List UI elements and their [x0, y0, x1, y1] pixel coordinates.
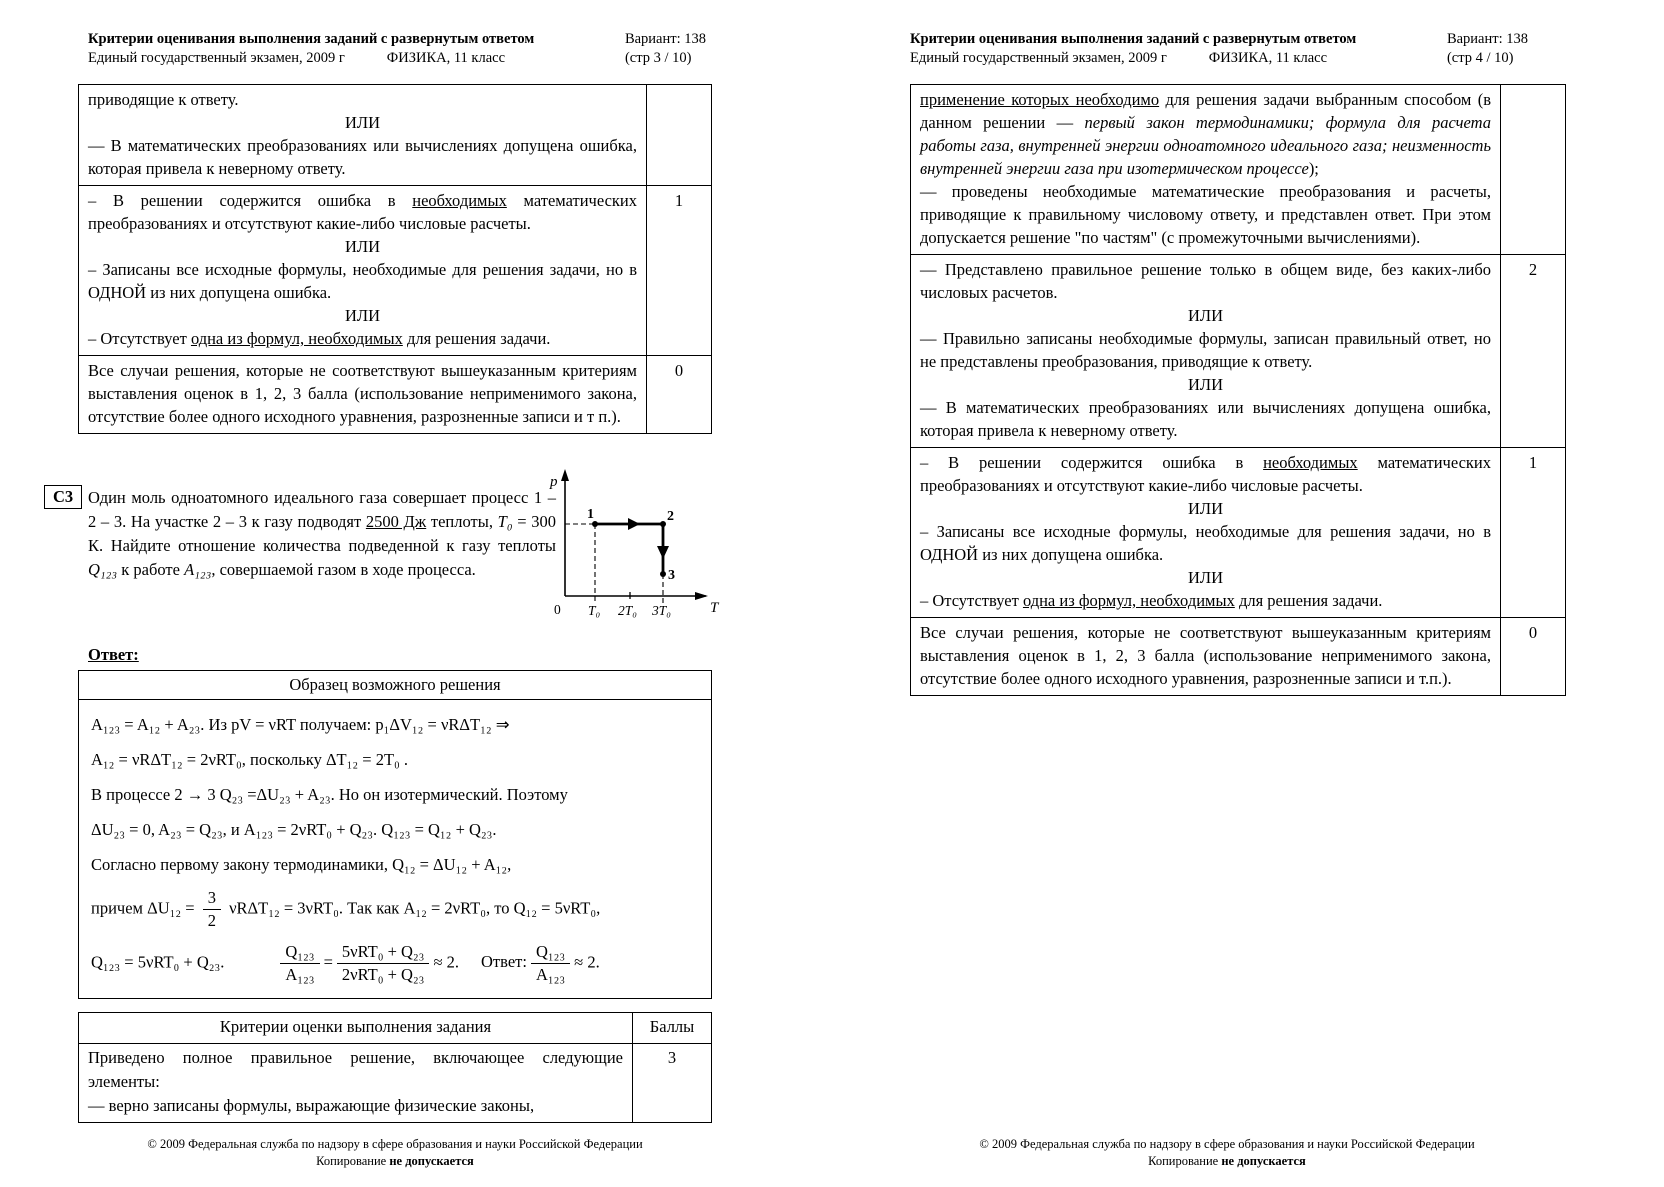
score-cell: 1: [1501, 448, 1566, 618]
page-footer: [910, 1136, 1544, 1170]
page-header: [88, 30, 706, 68]
subject-name: ФИЗИКА, 11 класс: [386, 50, 506, 66]
or-separator: ИЛИ: [1187, 568, 1224, 587]
or-separator: ИЛИ: [344, 237, 381, 256]
copyright-line: © 2009 Федеральная служба по надзору в сфере образования и науки Российской Федерации: [979, 1137, 1475, 1151]
formula-line: Q₁₂₃ = 5νRT₀ + Q₂₃. $\frac{\text{Q₁₂₃}}{\text{A₁₂₃}}$ = $\frac{\text{5νRT₀ + Q₂₃}}{\text{2νRT₀ + Q₂₃}}$ ≈ 2. Ответ: $\frac{\text{Q₁₂₃}}{\text{A₁₂₃}}$ ≈ 2.: [91, 942, 600, 984]
criteria-table-continued: [78, 84, 712, 434]
page-title: Критерии оценивания выполнения заданий с развернутым ответом: [88, 31, 535, 47]
criterion-text: – Отсутствует одна из формул, необходимых для решения задачи.: [88, 329, 551, 348]
criterion-text: — Представлено правильное решение только в общем виде, без каких-либо числовых расчетов.: [920, 260, 1491, 302]
formula-line: ΔU₂₃ = 0, A₂₃ = Q₂₃, и A₁₂₃ = 2νRT₀ + Q₂₃. Q₁₂₃ = Q₁₂ + Q₂₃.: [91, 820, 497, 839]
score-cell: [647, 85, 712, 186]
or-separator: ИЛИ: [344, 113, 381, 132]
page-4: [832, 0, 1664, 1187]
table-row: [79, 356, 712, 434]
subject-name: ФИЗИКА, 11 класс: [1208, 50, 1328, 66]
criterion-text: — В математических преобразованиях или вычислениях допущена ошибка, которая привела к неверному ответу.: [88, 136, 637, 178]
point-3-label: 3: [668, 568, 675, 583]
criterion-text: — В математических преобразованиях или вычислениях допущена ошибка, которая привела к неверному ответу.: [920, 398, 1491, 440]
score-cell: 1: [647, 186, 712, 356]
criterion-text: Приведено полное правильное решение, включающее следующие элементы:: [88, 1048, 623, 1091]
criterion-text: — Правильно записаны необходимые формулы, записан правильный ответ, но не представлены преобразования, приводящие к ответу.: [920, 329, 1491, 371]
exam-name: Единый государственный экзамен, 2009 г: [910, 50, 1167, 66]
criteria-table: [910, 84, 1566, 696]
criterion-text: — верно записаны формулы, выражающие физические законы,: [88, 1096, 535, 1115]
formula-line: причем ΔU₁₂ = $\frac{3}{2}$ νRΔT₁₂ = 3νRT₀. Так как A₁₂ = 2νRT₀, то Q₁₂ = 5νRT₀,: [91, 888, 601, 930]
x-axis-arrow: [695, 592, 708, 600]
score-header: Баллы: [633, 1013, 712, 1044]
variant-number: Вариант: 138: [1446, 31, 1528, 47]
criteria-header: Критерии оценки выполнения задания: [79, 1013, 633, 1044]
tick-3t0: 3T₀: [652, 603, 671, 618]
page-number: (стр 3 / 10): [624, 50, 692, 66]
answer-label: Ответ:: [88, 645, 139, 664]
criterion-text: — проведены необходимые математические преобразования и расчеты, приводящие к правильному числовому ответу, и представлен ответ. При этом допускается решение "по частям" (с промежуточными вычислениями).: [920, 182, 1491, 247]
exam-name: Единый государственный экзамен, 2009 г: [88, 50, 345, 66]
variant-number: Вариант: 138: [624, 31, 706, 47]
criterion-text: – Записаны все исходные формулы, необходимые для решения задачи, но в ОДНОЙ из них допущена ошибка.: [920, 522, 1491, 564]
formula-line: В процессе 2 → 3 Q₂₃ =ΔU₂₃ + A₂₃. Но он изотермический. Поэтому: [91, 785, 568, 804]
table-row: [911, 618, 1566, 696]
formula-line: Согласно первому закону термодинамики, Q₁₂ = ΔU₁₂ + A₁₂,: [91, 855, 512, 874]
or-separator: ИЛИ: [1187, 499, 1224, 518]
task-label: С3: [44, 485, 82, 509]
copyright-line: © 2009 Федеральная служба по надзору в сфере образования и науки Российской Федерации: [147, 1137, 643, 1151]
point-3: [660, 571, 666, 577]
criterion-text: Все случаи решения, которые не соответствуют вышеуказанным критериям выставления оценок в 1, 2, 3 балла (использование неприменимого закона, отсутствие более одного исходного уравнения, разрозненные записи и т п.).: [79, 356, 647, 434]
table-row: [79, 1013, 712, 1044]
tick-t0: T₀: [588, 603, 601, 618]
criterion-text: применение которых необходимо для решения задачи выбранным способом (в данном решении — первый закон термодинамики; формула для расчета работы газа, внутренней энергии одноатомного идеального газа; неизменность внутренней энергии газа при изотермическом процессе);: [920, 90, 1491, 178]
criterion-text: – В решении содержится ошибка в необходимых математических преобразованиях и отсутствуют какие-либо числовые расчеты.: [920, 453, 1491, 495]
y-axis-arrow: [561, 469, 569, 481]
page-header: [910, 30, 1528, 68]
x-axis-label: T: [710, 600, 719, 616]
criterion-text: Все случаи решения, которые не соответствуют вышеуказанным критериям выставления оценок в 1, 2, 3 балла (использование неприменимого закона, отсутствие более одного исходного уравнения, разрозненные записи и т.п.).: [911, 618, 1501, 696]
criterion-text: – В решении содержится ошибка в необходимых математических преобразованиях и отсутствуют какие-либо числовые расчеты.: [88, 191, 638, 233]
page-title: Критерии оценивания выполнения заданий с развернутым ответом: [910, 31, 1357, 47]
solution-table: [78, 670, 712, 999]
pt-diagram: [546, 464, 724, 622]
solution-header: Образец возможного решения: [79, 671, 712, 700]
criterion-text: – Записаны все исходные формулы, необходимые для решения задачи, но в ОДНОЙ из них допущена ошибка.: [88, 260, 637, 302]
table-row: [79, 1044, 712, 1123]
table-row: [79, 85, 712, 186]
or-separator: ИЛИ: [1187, 306, 1224, 325]
copy-restriction-line: Копирование не допускается: [316, 1154, 474, 1168]
table-row: [79, 700, 712, 999]
point-2: [660, 521, 666, 527]
criterion-text: приводящие к ответу.: [88, 90, 239, 109]
table-row: [911, 255, 1566, 448]
formula-line: A₁₂ = νRΔT₁₂ = 2νRT₀, поскольку ΔT₁₂ = 2T₀ .: [91, 750, 409, 769]
score-cell: 0: [647, 356, 712, 434]
arrow-2-3: [657, 546, 669, 559]
origin-label: 0: [554, 602, 561, 617]
table-row: [911, 448, 1566, 618]
table-row: [911, 85, 1566, 255]
score-cell: [1501, 85, 1566, 255]
y-axis-label: p: [550, 474, 558, 490]
formula-line: A₁₂₃ = A₁₂ + A₂₃. Из pV = νRT получаем: p₁ΔV₁₂ = νRΔT₁₂ ⇒: [91, 715, 510, 734]
or-separator: ИЛИ: [1187, 375, 1224, 394]
table-row: [79, 671, 712, 700]
or-separator: ИЛИ: [344, 306, 381, 325]
score-cell: 2: [1501, 255, 1566, 448]
tick-2t0: 2T₀: [618, 603, 637, 618]
page-number: (стр 4 / 10): [1446, 50, 1514, 66]
criterion-text: – Отсутствует одна из формул, необходимых для решения задачи.: [920, 591, 1383, 610]
point-1-label: 1: [587, 507, 594, 522]
criteria-table: [78, 1012, 712, 1123]
score-cell: 3: [633, 1044, 712, 1123]
arrow-1-2: [628, 518, 640, 530]
page-footer: [78, 1136, 712, 1170]
score-cell: 0: [1501, 618, 1566, 696]
task-statement: Один моль одноатомного идеального газа совершает процесс 1 – 2 – 3. На участке 2 – 3 к газу подводят 2500 Дж теплоты, T₀ = 300 К. Найдите отношение количества подведенной к газу теплоты Q₁₂₃ к работе A₁₂₃, совершаемой газом в ходе процесса.: [88, 488, 556, 579]
copy-restriction-line: Копирование не допускается: [1148, 1154, 1306, 1168]
table-row: [79, 186, 712, 356]
point-2-label: 2: [667, 509, 674, 524]
